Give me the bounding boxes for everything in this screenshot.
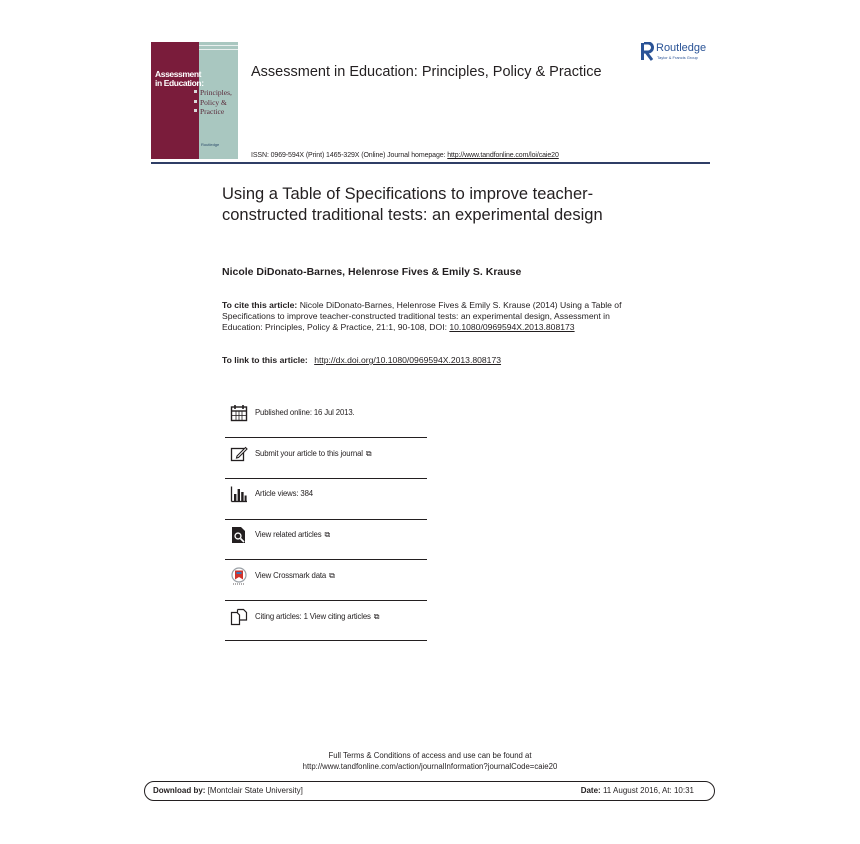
info-divider — [225, 478, 427, 479]
doi-link[interactable]: 10.1080/0969594X.2013.808173 — [449, 322, 575, 333]
edit-icon — [230, 445, 248, 463]
external-link-icon: ⧉ — [324, 530, 331, 539]
cover-title: Assessment in Education: — [155, 69, 204, 88]
published-online-text: Published online: 16 Jul 2013. — [255, 408, 355, 417]
issn-text: ISSN: 0969-594X (Print) 1465-329X (Online) Journal homepage: — [251, 152, 446, 159]
crossmark-icon — [230, 567, 248, 585]
routledge-r-icon — [640, 42, 654, 61]
download-by-label: Download by: — [153, 786, 206, 795]
external-link-icon: ⧉ — [329, 571, 335, 580]
article-permalink[interactable]: http://dx.doi.org/10.1080/0969594X.2013.808173 — [314, 355, 502, 365]
info-divider — [225, 600, 427, 601]
citation-text: Nicole DiDonato-Barnes, Helenrose Fives & Emily S. Krause (2014) Using a Table of Specifications to improve teacher-constructed traditional tests: an experimental design, Assessment in Education: Principles, Policy & Practice, 21:1, 90-108, DOI: — [222, 300, 622, 333]
citation-block — [222, 300, 652, 334]
crossmark-item[interactable] — [225, 567, 427, 607]
download-by-value: [Montclair State University] — [207, 786, 303, 795]
terms-notice — [230, 750, 630, 772]
crossmark-text — [255, 571, 335, 581]
submit-article-item[interactable] — [225, 445, 427, 485]
journal-cover-image — [151, 42, 238, 159]
cover-subtitle: Principles, Policy & Practice — [200, 88, 232, 116]
citing-articles-text — [255, 612, 379, 622]
article-link-line — [222, 355, 501, 365]
info-divider — [225, 519, 427, 520]
citing-articles-label: Citing articles: 1 View citing articles — [255, 612, 371, 621]
info-divider — [225, 640, 427, 641]
citing-icon — [230, 608, 248, 626]
bar-chart-icon — [230, 485, 248, 503]
download-date-value: 11 August 2016, At: 10:31 — [602, 786, 694, 795]
download-date — [581, 786, 694, 795]
article-views-text: Article views: 384 — [255, 489, 313, 498]
calendar-icon — [230, 404, 248, 422]
cover-topbar — [199, 45, 238, 50]
search-document-icon — [230, 526, 248, 544]
related-articles-text — [255, 530, 330, 540]
submit-article-text — [255, 449, 371, 459]
journal-homepage-link[interactable]: http://www.tandfonline.com/loi/caie20 — [447, 152, 559, 159]
link-label: To link to this article: — [222, 355, 308, 365]
terms-url[interactable]: http://www.tandfonline.com/action/journalInformation?journalCode=caie20 — [302, 762, 558, 771]
header-divider — [151, 162, 710, 164]
download-date-label: Date: — [580, 786, 601, 795]
related-articles-item[interactable] — [225, 526, 427, 566]
published-online-item — [225, 404, 427, 444]
external-link-icon: ⧉ — [365, 449, 372, 458]
citation-label: To cite this article: — [222, 300, 298, 310]
routledge-tagline: Taylor & Francis Group — [657, 55, 698, 60]
download-info-bar — [144, 781, 715, 801]
external-link-icon: ⧉ — [373, 612, 380, 621]
crossmark-label: View Crossmark data — [255, 571, 327, 580]
article-authors: Nicole DiDonato-Barnes, Helenrose Fives & Emily S. Krause — [222, 266, 522, 278]
journal-title: Assessment in Education: Principles, Policy & Practice — [251, 64, 602, 80]
article-title: Using a Table of Specifications to improve teacher-constructed traditional tests: an experimental design — [222, 185, 603, 224]
download-by — [153, 786, 303, 795]
cover-publisher-mark: Routledge — [201, 142, 220, 147]
issn-line — [251, 152, 559, 159]
info-divider — [225, 559, 427, 560]
terms-line: Full Terms & Conditions of access and use can be found at — [328, 751, 532, 760]
routledge-wordmark: Routledge — [656, 42, 707, 54]
related-articles-label: View related articles — [255, 530, 322, 539]
info-divider — [225, 437, 427, 438]
submit-article-label: Submit your article to this journal — [255, 449, 363, 458]
cover-bullets — [194, 90, 198, 119]
citing-articles-item[interactable] — [225, 608, 427, 648]
